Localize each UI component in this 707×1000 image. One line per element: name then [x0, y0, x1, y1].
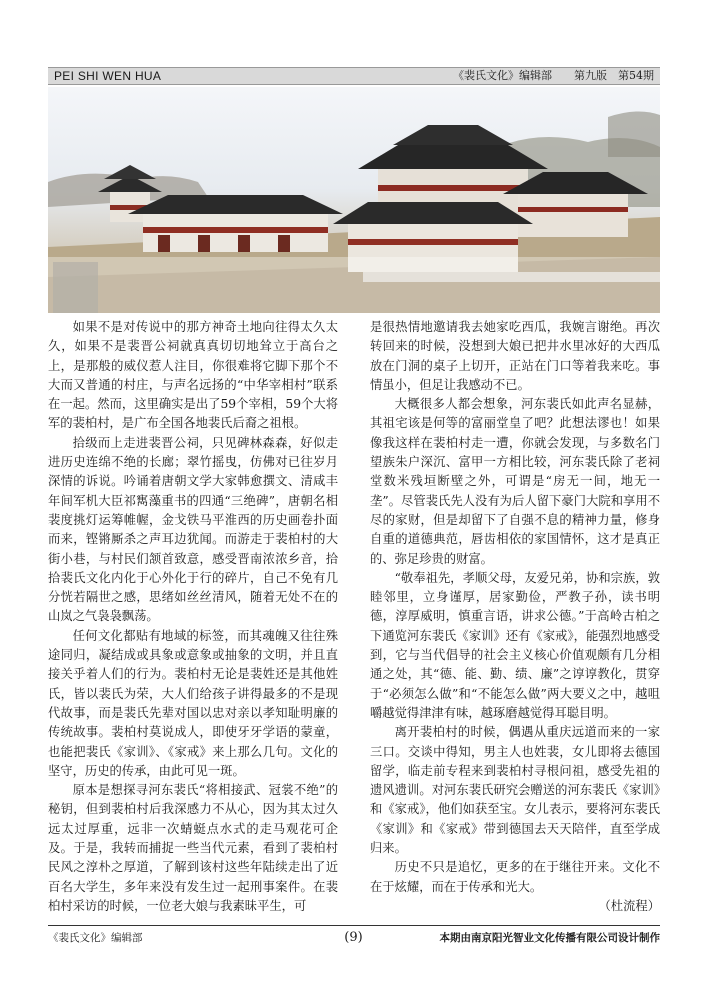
article-paragraph: 如果不是对传说中的那方神奇土地向往得太久太久，如果不是裴晋公祠就真真切切地耸立于高台之上，是那般的威仪惹人注目，你很难将它脚下那个不大而又普通的村庄，与声名远扬的“中华宰相村”联系在一起。然而，这里确实是出了59个宰相，59个大将军的裴柏村，是广布全国各地裴氏后裔之祖根。 [48, 320, 338, 431]
author-signature: （杜流程） [598, 898, 660, 913]
article-paragraph: 是很热情地邀请我去她家吃西瓜，我婉言谢绝。再次转回来的时候，没想到大娘已把井水里冰好的大西瓜放在门洞的桌子上切开，正站在门口等着我来吃。事情虽小，但足让我感动不已。 [370, 320, 660, 392]
page-header [48, 67, 660, 85]
article-photo [48, 87, 660, 313]
footer-design-credit: 本期由南京阳光智业文化传播有限公司设计制作 [439, 932, 660, 944]
footer-editorial-office: 《裴氏文化》编辑部 [48, 932, 143, 944]
temple-illustration [48, 87, 660, 313]
article-column-left [48, 318, 338, 916]
article-paragraph: 任何文化都贴有地域的标签，而其魂魄又往往殊途同归，凝结成或具象或意象或抽象的文明，并且直接关乎着人们的行为。裴柏村无论是裴姓还是其他姓氏，皆以裴氏为荣，大人们给孩子讲得最多的不是现代故事，而是裴氏先辈对国以忠对亲以孝知耻明廉的传统故事。裴柏村莫说成人，即使牙牙学语的蒙童，也能把裴氏《家训》、《家戒》来上那么几句。文化的坚守，历史的传承，由此可见一斑。 [48, 628, 338, 778]
page-number: (9) [344, 930, 363, 945]
header-issue-info: 《裴氏文化》编辑部 第九版 第54期 [453, 69, 654, 82]
article-paragraph: 离开裴柏村的时候，偶遇从重庆远道而来的一家三口。交谈中得知，男主人也姓裴，女儿即将去德国留学，临走前专程来到裴柏村寻根问祖，感受先祖的遗风遗训。对河东裴氏研究会赠送的河东裴氏《家训》和《家戒》，他们如获至宝。女儿表示，要将河东裴氏《家训》和《家戒》带到德国去天天陪伴，直至学成归来。 [370, 725, 660, 856]
header-publication-pinyin: PEI SHI WEN HUA [54, 69, 162, 83]
article-paragraph: “敬奉祖先，孝顺父母，友爱兄弟，协和宗族，敦睦邻里，立身谨厚，居家勤俭，严教子孙，读书明德，淳厚威明，慎重言语，讲求公德。”于高岭古柏之下通览河东裴氏《家训》还有《家戒》，能强烈地感受到，它与当代倡导的社会主义核心价值观颇有几分相通之处，其“德、能、勤、绩、廉”之谆谆教化，贯穿于“必须怎么做”和“不能怎么做”两大要义之中，越咀嚼越觉得津津有味，越琢磨越觉得耳聪目明。 [370, 570, 660, 720]
footer-divider [48, 925, 660, 926]
article-paragraph: 历史不只是追忆，更多的在于继往开来。文化不在于炫耀，而在于传承和光大。 [370, 860, 660, 894]
article-paragraph: 原本是想探寻河东裴氏“将相接武、冠裳不绝”的秘钥，但到裴柏村后我深感力不从心，因为其太过久远太过厚重，远非一次蜻蜓点水式的走马观花可企及。于是，我转而捕捉一些当代元素，看到了裴柏村民风之淳朴之厚道，了解到该村这些年陆续走出了近百名大学生，多年来没有发生过一起刑事案件。在裴柏村采访的时候，一位老大娘与我素昧平生，可 [48, 783, 338, 913]
article-column-right [370, 318, 660, 916]
article-paragraph: 大概很多人都会想象，河东裴氏如此声名显赫，其祖宅该是何等的富丽堂皇了吧？此想法谬也！如果像我这样在裴柏村走一遭，你就会发现，与多数名门望族朱户深沉、富甲一方相比较，河东裴氏除了老祠堂数米残垣断壁之外，可谓是“房无一间，地无一垄”。尽管裴氏先人没有为后人留下豪门大院和享用不尽的家财，但是却留下了自强不息的精神力量，修身自重的道德典范，唇齿相依的家国情怀，这才是真正的、弥足珍贵的财富。 [370, 397, 660, 566]
article-paragraph: 拾级而上走进裴晋公祠，只见碑林森森，好似走进历史连绵不绝的长廊；翠竹摇曳，仿佛对已往岁月深情的诉说。吟诵着唐朝文学大家韩愈撰文、清咸丰年间军机大臣祁寯藻重书的四通“三绝碑”，唐朝名相裴度挑灯运筹帷幄，金戈铁马平淮西的历史画卷扑面而来，铿锵厮杀之声耳边犹闻。而游走于裴柏村的大街小巷，与村民们颔首致意，感受晋南浓浓乡音，拾拾裴氏文化内化于心外化于行的碎片，自己不免有几分恍若隔世之感，思绪如丝丝清风，随着无处不在的山岚之气袅袅飘荡。 [48, 435, 338, 624]
